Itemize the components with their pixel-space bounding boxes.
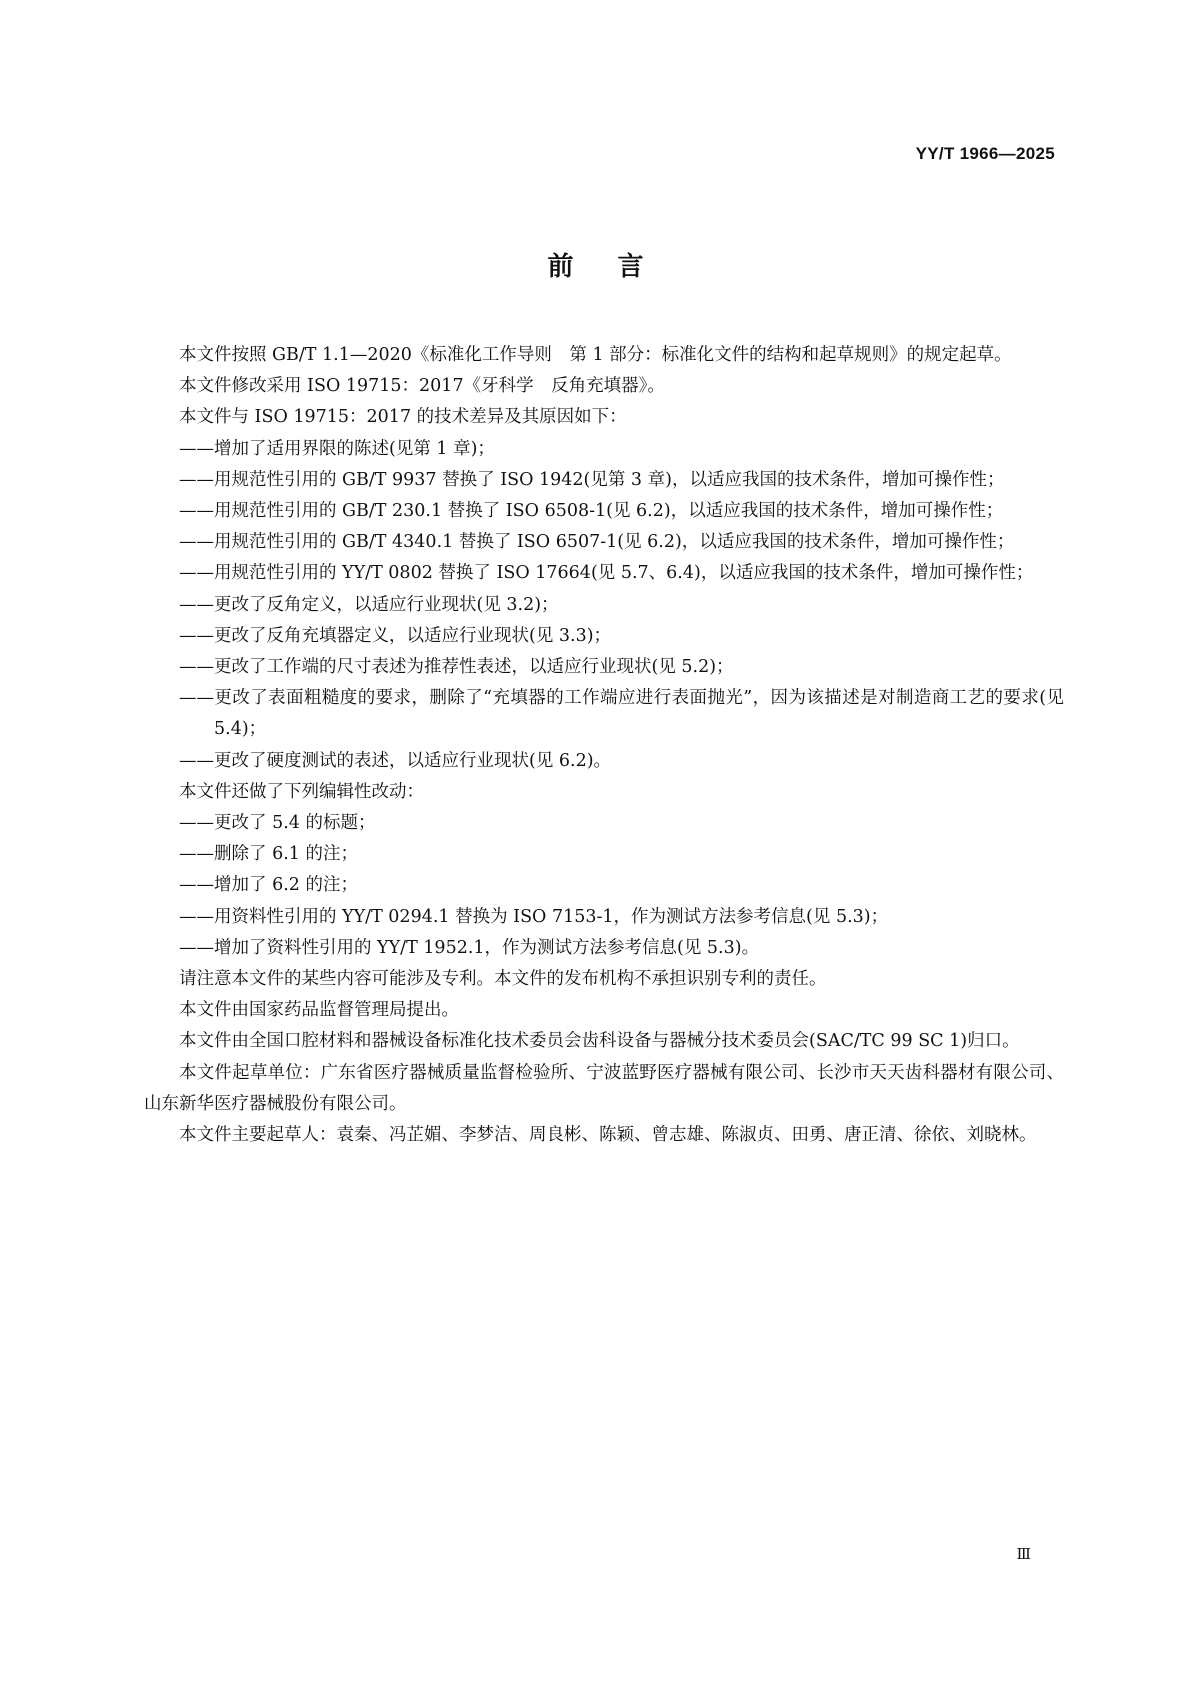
paragraph: 请注意本文件的某些内容可能涉及专利。本文件的发布机构不承担识别专利的责任。 (179, 969, 827, 990)
paragraph: 本文件由全国口腔材料和器械设备标准化技术委员会齿科设备与器械分技术委员会(SAC/TC 99 SC 1)归口。 (179, 1031, 1020, 1052)
paragraph: 本文件起草单位：广东省医疗器械质量监督检验所、宁波蓝野医疗器械有限公司、长沙市天天齿科器材有限公司、山东新华医疗器械股份有限公司。 (144, 1062, 1064, 1114)
list-item: ——用规范性引用的 GB/T 4340.1 替换了 ISO 6507-1(见 6.2)，以适应我国的技术条件，增加可操作性； (179, 532, 1015, 553)
list-item: ——删除了 6.1 的注； (179, 844, 358, 865)
standard-number: YY/T 1966—2025 (915, 144, 1055, 163)
list-item: ——用规范性引用的 YY/T 0802 替换了 ISO 17664(见 5.7、6.4)，以适应我国的技术条件，增加可操作性； (179, 563, 1034, 584)
list-item: ——增加了资料性引用的 YY/T 1952.1，作为测试方法参考信息(见 5.3)。 (179, 937, 760, 958)
list-item: ——增加了适用界限的陈述(见第 1 章)； (179, 438, 495, 459)
list-item: ——更改了反角定义，以适应行业现状(见 3.2)； (179, 594, 559, 615)
paragraph: 本文件与 ISO 19715：2017 的技术差异及其原因如下： (179, 407, 627, 428)
page-number: Ⅲ (1016, 1545, 1031, 1563)
list-item: ——用规范性引用的 GB/T 230.1 替换了 ISO 6508-1(见 6.2)，以适应我国的技术条件，增加可操作性； (179, 501, 1004, 522)
list-item: ——更改了 5.4 的标题； (179, 813, 376, 834)
foreword-body (144, 340, 1064, 1151)
list-item: ——更改了硬度测试的表述，以适应行业现状(见 6.2)。 (179, 750, 612, 771)
paragraph: 本文件按照 GB/T 1.1—2020《标准化工作导则 第 1 部分：标准化文件的结构和起草规则》的规定起草。 (179, 345, 1012, 365)
list-item: ——用规范性引用的 GB/T 9937 替换了 ISO 1942(见第 3 章)，以适应我国的技术条件，增加可操作性； (179, 469, 1005, 490)
paragraph: 本文件主要起草人：袁秦、冯芷媚、李梦洁、周良彬、陈颖、曾志雄、陈淑贞、田勇、唐正清、徐依、刘晓林。 (179, 1125, 1037, 1146)
paragraph: 本文件还做了下列编辑性改动： (179, 781, 424, 802)
list-item: ——用资料性引用的 YY/T 0294.1 替换为 ISO 7153-1，作为测试方法参考信息(见 5.3)； (179, 906, 889, 927)
list-item: ——更改了工作端的尺寸表述为推荐性表述，以适应行业现状(见 5.2)； (179, 657, 734, 678)
list-item: ——增加了 6.2 的注； (179, 875, 358, 896)
paragraph: 本文件由国家药品监督管理局提出。 (179, 1000, 459, 1021)
page-title: 前言 (547, 252, 688, 282)
paragraph: 本文件修改采用 ISO 19715：2017《牙科学 反角充填器》。 (179, 376, 665, 397)
list-item: ——更改了反角充填器定义，以适应行业现状(见 3.3)； (179, 625, 612, 646)
list-item: ——更改了表面粗糙度的要求，删除了“充填器的工作端应进行表面抛光”，因为该描述是对制造商工艺的要求(见 5.4)； (179, 688, 1064, 740)
